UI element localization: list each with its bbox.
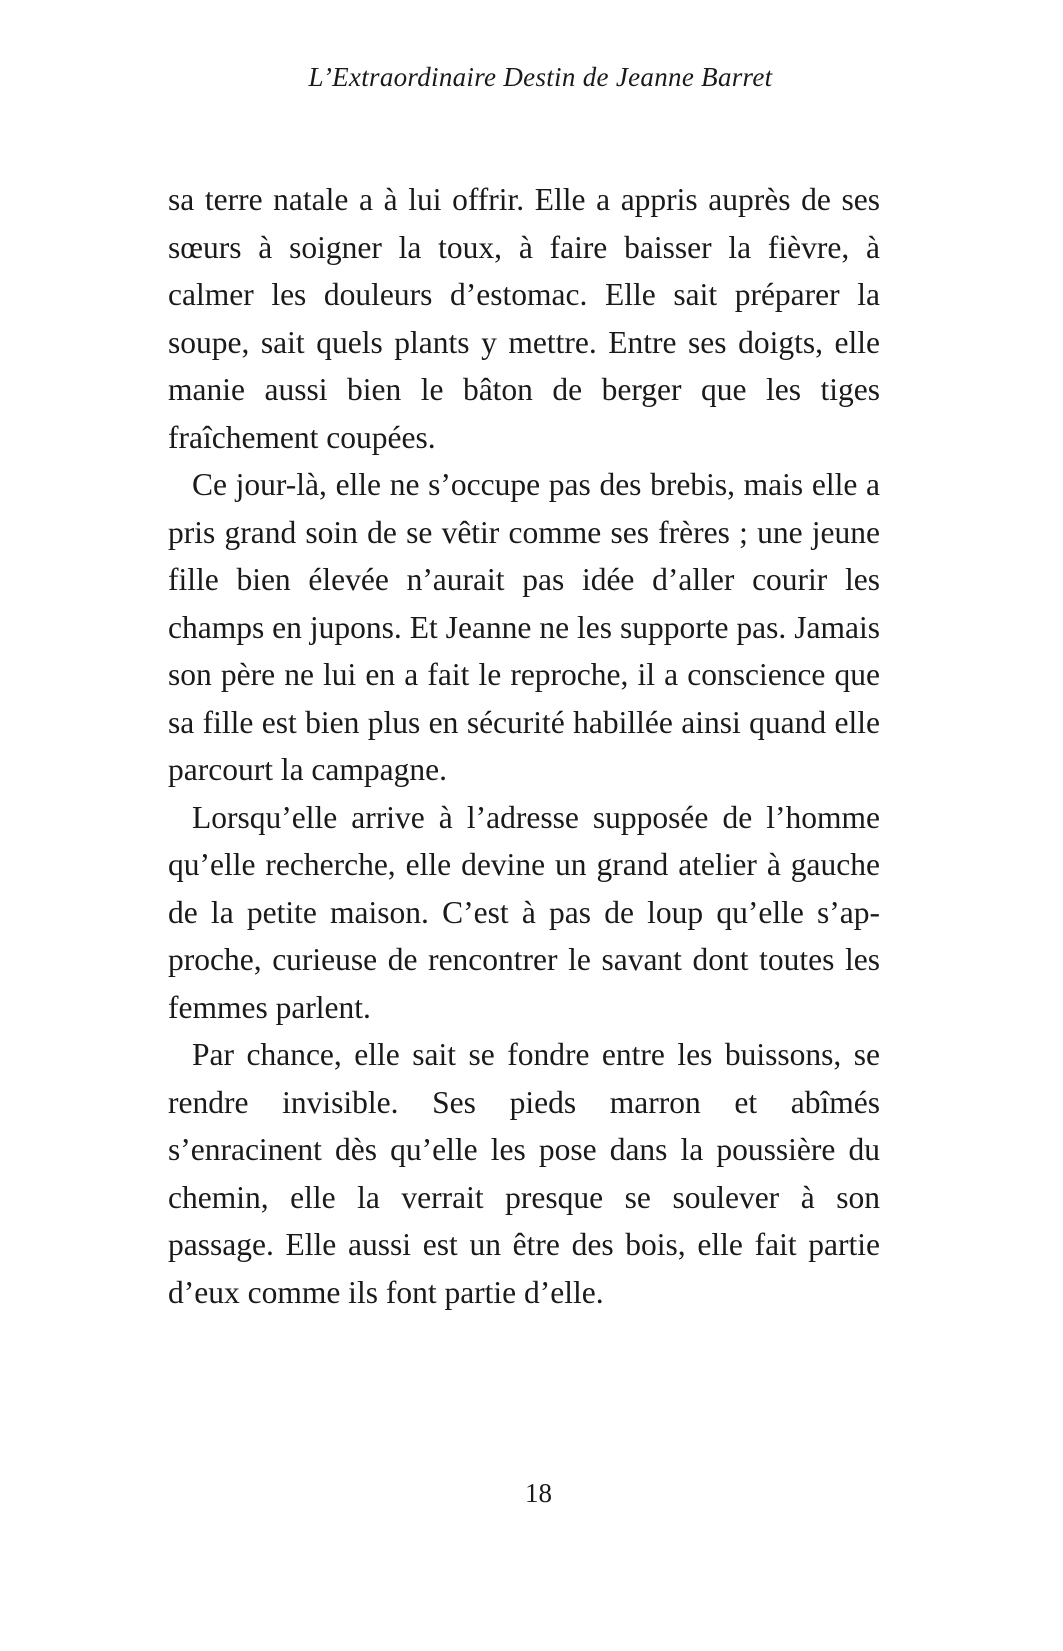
running-head: L’Extraordinaire Destin de Jeanne Barret (308, 62, 773, 92)
paragraph-2: Ce jour-là, elle ne s’occupe pas des brebis, mais elle a pris grand soin de se vêtir comme ses frères ; une jeune fille bien élevée n’aurait pas idée d’aller courir les champs en jupons. Et Jeanne ne les supporte pas. Jamais son père ne lui en a fait le reproche, il a conscience que sa fille est bien plus en sécurité habillée ainsi quand elle parcourt la campagne. (168, 467, 880, 787)
paragraph-4: Par chance, elle sait se fondre entre les buissons, se rendre invisible. Ses pieds marron et abîmés s’enracinent dès qu’elle les pose dans la poussière du chemin, elle la verrait presque se soulever à son passage. Elle aussi est un être des bois, elle fait partie d’eux comme ils font partie d’elle. (168, 1037, 880, 1310)
body-text (168, 176, 880, 1316)
paragraph-1: sa terre natale a à lui offrir. Elle a appris auprès de ses sœurs à soigner la toux, à faire baisser la fièvre, à calmer les douleurs d’estomac. Elle sait préparer la soupe, sait quels plants y mettre. Entre ses doigts, elle manie aussi bien le bâton de berger que les tiges fraîchement coupées. (168, 182, 880, 455)
page-number: 18 (525, 1478, 552, 1508)
paragraph-3: Lorsqu’elle arrive à l’adresse supposée de l’homme qu’elle recherche, elle devine un grand atelier à gauche de la petite maison. C’est à pas de loup qu’elle s’approche, curieuse de rencontrer le savant dont toutes les femmes parlent. (168, 799, 880, 1025)
